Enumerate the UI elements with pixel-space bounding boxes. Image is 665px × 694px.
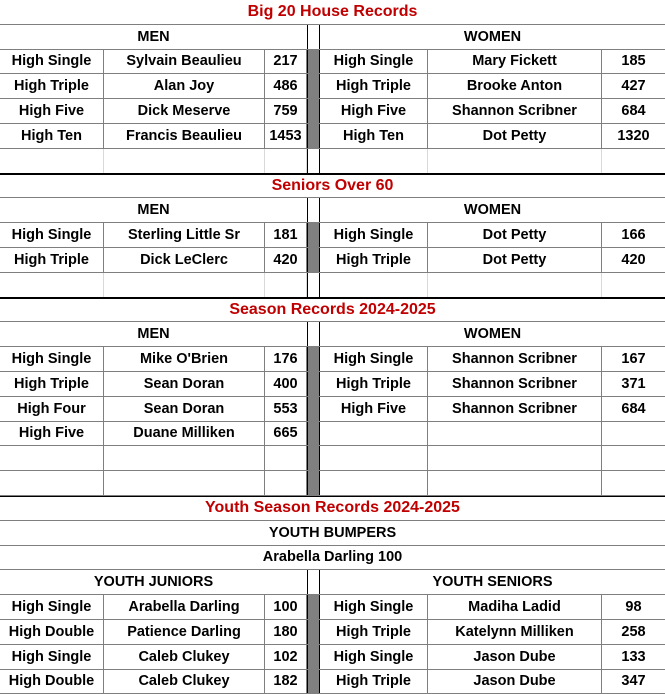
women-bowler: Dot Petty <box>428 248 602 272</box>
seniors-score: 133 <box>621 648 646 665</box>
table-row <box>0 397 665 422</box>
juniors-score: 100 <box>265 595 307 619</box>
men-score: 217 <box>265 50 307 74</box>
empty-cell <box>104 471 265 495</box>
men-bowler: Alan Joy <box>104 74 265 98</box>
season-header-row <box>0 322 665 347</box>
women-category: High Triple <box>320 74 428 98</box>
men-score: 665 <box>265 422 307 446</box>
men-category: High Five <box>0 99 104 123</box>
women-category: High Single <box>320 50 428 74</box>
table-row <box>0 124 665 149</box>
women-bowler: Shannon Scribner <box>428 372 602 396</box>
men-category: High Single <box>0 223 104 247</box>
column-separator <box>307 248 320 272</box>
men-bowler: Duane Milliken <box>104 422 265 446</box>
juniors-category: High Double <box>0 620 104 644</box>
empty-cell <box>320 446 428 470</box>
column-separator <box>307 372 320 396</box>
column-separator <box>307 149 320 173</box>
empty-cell <box>320 471 428 495</box>
empty-cell <box>0 149 104 173</box>
season-title: Season Records 2024-2025 <box>0 298 665 323</box>
column-separator <box>307 620 320 644</box>
spacer-row <box>0 149 665 174</box>
empty-cell <box>602 446 665 470</box>
juniors-category: High Double <box>0 670 104 694</box>
men-category: High Triple <box>0 372 104 396</box>
youth-juniors-label: YOUTH JUNIORS <box>93 574 214 591</box>
men-category: High Four <box>0 397 104 421</box>
women-category: High Five <box>320 397 428 421</box>
women-category: High Triple <box>320 372 428 396</box>
women-bowler: Shannon Scribner <box>428 397 602 421</box>
empty-cell <box>0 273 104 297</box>
women-bowler: Brooke Anton <box>428 74 602 98</box>
seniors-category: High Triple <box>320 670 428 694</box>
empty-cell <box>320 273 428 297</box>
women-category: High Five <box>320 99 428 123</box>
men-category: High Single <box>0 347 104 371</box>
women-score: 185 <box>621 53 646 70</box>
juniors-score: 180 <box>265 620 307 644</box>
youth-bumpers-record: Arabella Darling 100 <box>0 546 665 571</box>
empty-cell <box>104 273 265 297</box>
column-separator <box>307 347 320 371</box>
table-row <box>0 670 665 694</box>
season-men-label: MEN <box>137 326 170 343</box>
seniors-title: Seniors Over 60 <box>0 174 665 199</box>
empty-cell <box>602 471 665 495</box>
women-bowler: Mary Fickett <box>428 50 602 74</box>
empty-row <box>0 446 665 471</box>
big20-men-label: MEN <box>137 28 170 45</box>
men-bowler: Sean Doran <box>104 397 265 421</box>
column-separator <box>307 471 320 495</box>
big20-title: Big 20 House Records <box>0 0 665 25</box>
seniors-category: High Single <box>320 645 428 669</box>
seniors-score: 258 <box>621 623 646 640</box>
men-category: High Single <box>0 50 104 74</box>
season-women-label: WOMEN <box>463 326 522 343</box>
table-row <box>0 223 665 248</box>
women-bowler: Dot Petty <box>428 124 602 148</box>
women-category: High Single <box>320 223 428 247</box>
seniors-bowler: Jason Dube <box>428 670 602 694</box>
column-separator <box>307 645 320 669</box>
column-separator <box>307 198 320 222</box>
empty-cell <box>428 446 602 470</box>
empty-cell <box>265 149 307 173</box>
table-row <box>0 74 665 99</box>
women-score: 167 <box>621 351 646 368</box>
empty-cell <box>320 149 428 173</box>
empty-cell <box>265 273 307 297</box>
women-score: 166 <box>621 227 646 244</box>
men-score: 176 <box>265 347 307 371</box>
women-score: 420 <box>621 251 646 268</box>
men-score: 553 <box>265 397 307 421</box>
juniors-category: High Single <box>0 595 104 619</box>
empty-cell <box>428 149 602 173</box>
youth-seniors-label: YOUTH SENIORS <box>432 574 553 591</box>
column-separator <box>307 74 320 98</box>
women-score: 684 <box>621 400 646 417</box>
column-separator <box>307 570 320 594</box>
table-row <box>0 422 665 447</box>
table-row <box>0 372 665 397</box>
empty-cell <box>0 446 104 470</box>
table-row <box>0 620 665 645</box>
seniors-score: 98 <box>625 599 642 616</box>
women-bowler: Dot Petty <box>428 223 602 247</box>
seniors-bowler: Madiha Ladid <box>428 595 602 619</box>
seniors-bowler: Katelynn Milliken <box>428 620 602 644</box>
men-score: 486 <box>265 74 307 98</box>
column-separator <box>307 124 320 148</box>
column-separator <box>307 25 320 49</box>
empty-cell <box>428 273 602 297</box>
empty-cell <box>104 149 265 173</box>
empty-cell <box>428 471 602 495</box>
women-score: 1320 <box>617 127 650 144</box>
juniors-score: 182 <box>265 670 307 694</box>
juniors-category: High Single <box>0 645 104 669</box>
column-separator <box>307 322 320 346</box>
men-category: High Five <box>0 422 104 446</box>
women-category: High Single <box>320 347 428 371</box>
column-separator <box>307 99 320 123</box>
seniors-header-row <box>0 198 665 223</box>
men-bowler: Sean Doran <box>104 372 265 396</box>
men-score: 400 <box>265 372 307 396</box>
youth-title: Youth Season Records 2024-2025 <box>0 496 665 521</box>
youth-header-row <box>0 570 665 595</box>
table-row <box>0 595 665 620</box>
table-row <box>0 347 665 372</box>
men-bowler: Dick LeClerc <box>104 248 265 272</box>
men-score: 1453 <box>265 124 307 148</box>
juniors-bowler: Patience Darling <box>104 620 265 644</box>
column-separator <box>307 223 320 247</box>
column-separator <box>307 273 320 297</box>
empty-cell <box>104 446 265 470</box>
spacer-row <box>0 273 665 298</box>
youth-bumpers-label: YOUTH BUMPERS <box>0 521 665 546</box>
juniors-bowler: Caleb Clukey <box>104 645 265 669</box>
women-category: High Ten <box>320 124 428 148</box>
women-bowler <box>428 422 602 446</box>
juniors-bowler: Caleb Clukey <box>104 670 265 694</box>
table-row <box>0 645 665 670</box>
women-score: 427 <box>621 78 646 95</box>
men-category: High Triple <box>0 248 104 272</box>
empty-cell <box>265 471 307 495</box>
men-bowler: Sylvain Beaulieu <box>104 50 265 74</box>
men-category: High Ten <box>0 124 104 148</box>
empty-row <box>0 471 665 496</box>
column-separator <box>307 446 320 470</box>
men-score: 759 <box>265 99 307 123</box>
women-bowler: Shannon Scribner <box>428 347 602 371</box>
big20-women-label: WOMEN <box>463 28 522 45</box>
seniors-category: High Single <box>320 595 428 619</box>
table-row <box>0 50 665 75</box>
women-category: High Triple <box>320 248 428 272</box>
juniors-bowler: Arabella Darling <box>104 595 265 619</box>
column-separator <box>307 670 320 694</box>
men-bowler: Sterling Little Sr <box>104 223 265 247</box>
column-separator <box>307 50 320 74</box>
women-category <box>320 422 428 446</box>
men-score: 420 <box>265 248 307 272</box>
men-bowler: Mike O'Brien <box>104 347 265 371</box>
empty-cell <box>602 273 665 297</box>
women-score <box>602 422 665 446</box>
women-score: 371 <box>621 375 646 392</box>
juniors-score: 102 <box>265 645 307 669</box>
men-bowler: Francis Beaulieu <box>104 124 265 148</box>
women-bowler: Shannon Scribner <box>428 99 602 123</box>
empty-cell <box>265 446 307 470</box>
column-separator <box>307 422 320 446</box>
big20-header-row <box>0 25 665 50</box>
seniors-bowler: Jason Dube <box>428 645 602 669</box>
seniors-score: 347 <box>621 673 646 690</box>
table-row <box>0 248 665 273</box>
empty-cell <box>0 471 104 495</box>
big20-rows <box>0 50 665 149</box>
men-score: 181 <box>265 223 307 247</box>
column-separator <box>307 397 320 421</box>
seniors-women-label: WOMEN <box>463 202 522 219</box>
column-separator <box>307 595 320 619</box>
seniors-men-label: MEN <box>137 202 170 219</box>
empty-cell <box>602 149 665 173</box>
men-category: High Triple <box>0 74 104 98</box>
seniors-category: High Triple <box>320 620 428 644</box>
men-bowler: Dick Meserve <box>104 99 265 123</box>
women-score: 684 <box>621 103 646 120</box>
table-row <box>0 99 665 124</box>
